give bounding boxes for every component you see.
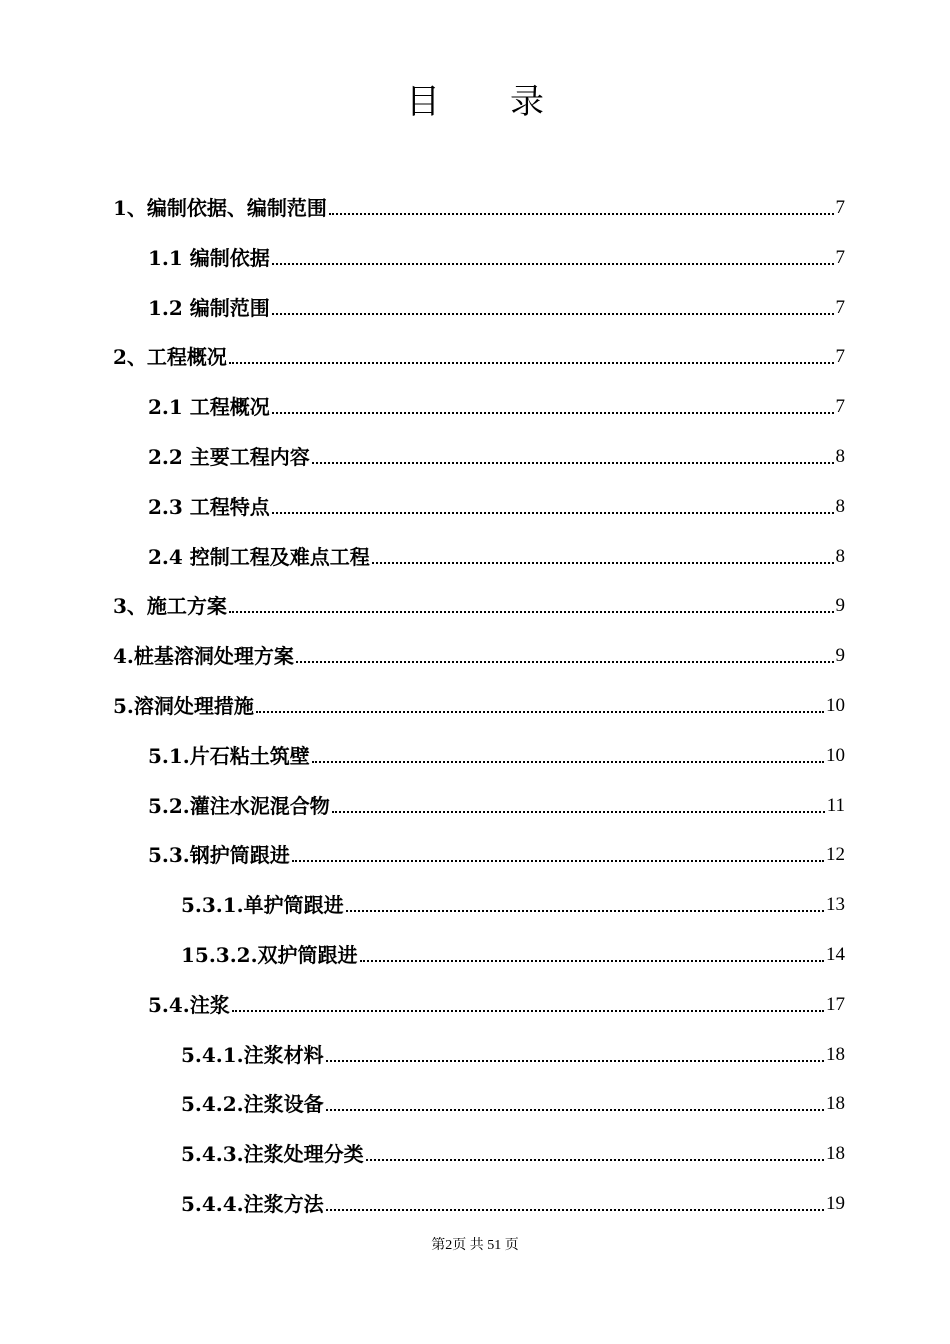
toc-entry[interactable] — [148, 439, 845, 469]
toc-entry-page-number: 10 — [826, 745, 845, 766]
toc-entry-page-number: 11 — [826, 795, 845, 816]
toc-leader-dots — [329, 213, 834, 215]
toc-leader-dots — [326, 1109, 824, 1111]
toc-entry-label: 5.溶洞处理措施 — [113, 694, 254, 718]
toc-leader-dots — [326, 1060, 824, 1062]
toc-leader-dots — [232, 1010, 824, 1012]
toc-entry-page-number: 7 — [835, 197, 845, 218]
toc-leader-dots — [292, 860, 824, 862]
toc-entry[interactable] — [148, 389, 845, 419]
toc-entry-label: 5.1.片石粘土筑壁 — [148, 744, 310, 768]
toc-entry-label: 2.2 主要工程内容 — [148, 445, 310, 469]
toc-entry-page-number: 13 — [826, 894, 845, 915]
toc-entry-label: 2.1 工程概况 — [148, 395, 270, 419]
toc-entry[interactable] — [181, 887, 845, 917]
toc-leader-dots — [272, 263, 834, 265]
page-title — [0, 74, 950, 123]
toc-entry[interactable] — [148, 290, 845, 320]
page-footer: 第2页 共 51 页 — [431, 1238, 519, 1253]
toc-leader-dots — [296, 661, 834, 663]
toc-leader-dots — [366, 1159, 824, 1161]
toc-entry-page-number: 19 — [826, 1193, 845, 1214]
toc-entry-label: 5.3.1.单护筒跟进 — [181, 893, 344, 917]
toc-entry-page-number: 18 — [826, 1044, 845, 1065]
toc-entry[interactable] — [113, 190, 845, 220]
toc-entry-page-number: 7 — [835, 247, 845, 268]
toc-entry-label: 5.2.灌注水泥混合物 — [148, 794, 330, 818]
toc-leader-dots — [272, 412, 834, 414]
toc-entry-page-number: 7 — [835, 346, 845, 367]
toc-entry-page-number: 18 — [826, 1143, 845, 1164]
toc-entry-label: 5.4.4.注浆方法 — [181, 1192, 324, 1216]
toc-entry-page-number: 7 — [835, 396, 845, 417]
toc-entry-page-number: 12 — [826, 844, 845, 865]
toc-entry-page-number: 8 — [835, 446, 845, 467]
toc-entry-label: 3、施工方案 — [113, 594, 227, 618]
toc-entry-label: 1.1 编制依据 — [148, 246, 270, 270]
toc-entry[interactable] — [113, 588, 845, 618]
toc-entry[interactable] — [181, 1186, 845, 1216]
toc-leader-dots — [272, 313, 834, 315]
toc-entry-page-number: 8 — [835, 546, 845, 567]
toc-entry-label: 1.2 编制范围 — [148, 296, 270, 320]
toc-entry-label: 5.4.3.注浆处理分类 — [181, 1142, 364, 1166]
toc-leader-dots — [272, 512, 834, 514]
title-char-1: 目 — [406, 82, 440, 122]
toc-leader-dots — [256, 711, 824, 713]
toc-entry[interactable] — [148, 738, 845, 768]
toc-entry-page-number: 8 — [835, 496, 845, 517]
toc-entry-label: 5.3.钢护筒跟进 — [148, 843, 290, 867]
toc-entry[interactable] — [148, 837, 845, 867]
toc-entry-label: 2.3 工程特点 — [148, 495, 270, 519]
toc-entry[interactable] — [148, 240, 845, 270]
toc-entry-label: 5.4.1.注浆材料 — [181, 1043, 324, 1067]
toc-entry-label: 5.4.注浆 — [148, 993, 230, 1017]
toc-entry[interactable] — [181, 1037, 845, 1067]
toc-entry-page-number: 9 — [835, 595, 845, 616]
toc-entry[interactable] — [113, 339, 845, 369]
toc-entry-page-number: 7 — [835, 297, 845, 318]
toc-entry[interactable] — [148, 539, 845, 569]
toc-entry[interactable] — [113, 688, 845, 718]
toc-entry[interactable] — [113, 638, 845, 668]
toc-entry[interactable] — [148, 489, 845, 519]
toc-entry-label: 5.4.2.注浆设备 — [181, 1092, 324, 1116]
toc-entry-page-number: 14 — [826, 944, 845, 965]
toc-leader-dots — [326, 1209, 824, 1211]
toc-entry-label: 2.4 控制工程及难点工程 — [148, 545, 370, 569]
toc-entry-page-number: 9 — [835, 645, 845, 666]
toc-entry-label: 4.桩基溶洞处理方案 — [113, 644, 294, 668]
toc-leader-dots — [372, 562, 834, 564]
toc-entry-label: 15.3.2.双护筒跟进 — [181, 943, 358, 967]
toc-entry-page-number: 18 — [826, 1093, 845, 1114]
toc-leader-dots — [346, 910, 824, 912]
toc-leader-dots — [229, 611, 834, 613]
toc-entry[interactable] — [181, 937, 845, 967]
toc-entry[interactable] — [181, 1086, 845, 1116]
toc-leader-dots — [312, 462, 834, 464]
toc-entry-label: 2、工程概况 — [113, 345, 227, 369]
title-char-2: 录 — [510, 82, 544, 122]
toc-leader-dots — [360, 960, 824, 962]
toc-leader-dots — [229, 362, 834, 364]
toc-leader-dots — [312, 761, 824, 763]
toc-entry-page-number: 10 — [826, 695, 845, 716]
toc-entry[interactable] — [181, 1136, 845, 1166]
toc-entry-label: 1、编制依据、编制范围 — [113, 196, 327, 220]
toc-entry[interactable] — [148, 788, 845, 818]
toc-leader-dots — [332, 811, 825, 813]
toc-entry[interactable] — [148, 987, 845, 1017]
toc-entry-page-number: 17 — [826, 994, 845, 1015]
